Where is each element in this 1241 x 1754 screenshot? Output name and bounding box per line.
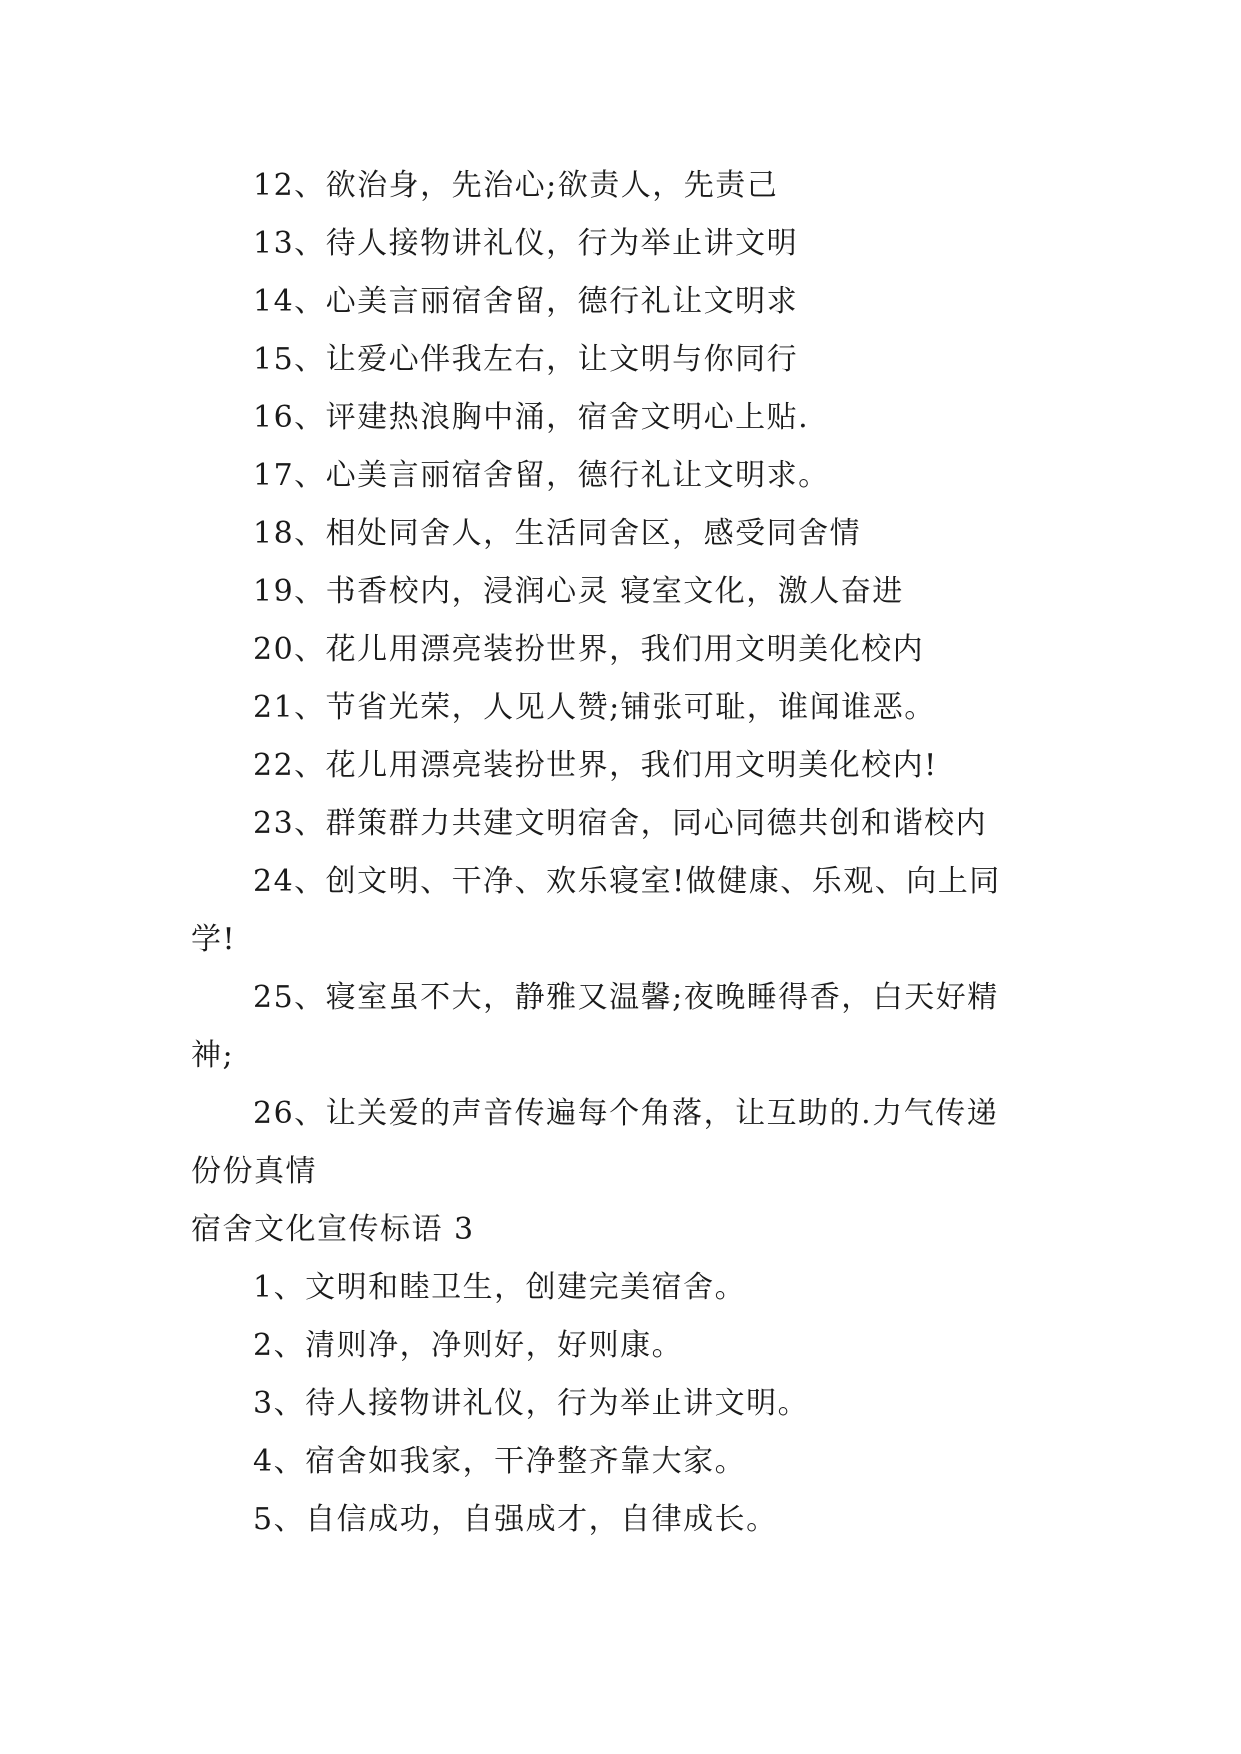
slogan-line-14: 14、心美言丽宿舍留，德行礼让文明求 [253,284,799,319]
slogan-line-17: 17、心美言丽宿舍留，德行礼让文明求。 [253,458,830,493]
slogan-line-2: 2、清则净，净则好，好则康。 [253,1328,684,1363]
slogan-line-25: 25、寝室虽不大，静雅又温馨;夜晚睡得香，白天好精 [253,980,999,1015]
slogan-line-20: 20、花儿用漂亮装扮世界，我们用文明美化校内 [253,632,925,667]
slogan-line-18: 18、相处同舍人，生活同舍区，感受同舍情 [253,516,862,551]
slogan-line-24-continued: 学! [191,922,237,957]
slogan-line-26: 26、让关爱的声音传遍每个角落，让互助的.力气传递 [253,1096,999,1131]
slogan-line-25-continued: 神; [191,1038,235,1073]
slogan-line-4: 4、宿舍如我家，干净整齐靠大家。 [253,1444,747,1479]
slogan-line-21: 21、节省光荣，人见人赞;铺张可耻，谁闻谁恶。 [253,690,936,725]
slogan-line-3: 3、待人接物讲礼仪，行为举止讲文明。 [253,1386,810,1421]
slogan-line-5: 5、自信成功，自强成才，自律成长。 [253,1502,778,1537]
section-heading: 宿舍文化宣传标语 3 [191,1212,475,1247]
slogan-line-12: 12、欲治身，先治心;欲责人，先责己 [253,168,779,203]
slogan-line-15: 15、让爱心伴我左右，让文明与你同行 [253,342,799,377]
document-body [191,157,1051,1549]
slogan-line-16: 16、评建热浪胸中涌，宿舍文明心上贴. [253,400,810,435]
slogan-line-26-continued: 份份真情 [191,1154,317,1189]
slogan-line-1: 1、文明和睦卫生，创建完美宿舍。 [253,1270,747,1305]
slogan-line-19: 19、书香校内，浸润心灵 寝室文化，激人奋进 [253,574,904,609]
slogan-line-23: 23、群策群力共建文明宿舍，同心同德共创和谐校内 [253,806,988,841]
slogan-line-13: 13、待人接物讲礼仪，行为举止讲文明 [253,226,799,261]
slogan-line-22: 22、花儿用漂亮装扮世界，我们用文明美化校内! [253,748,938,783]
slogan-line-24: 24、创文明、干净、欢乐寝室!做健康、乐观、向上同 [253,864,1001,899]
